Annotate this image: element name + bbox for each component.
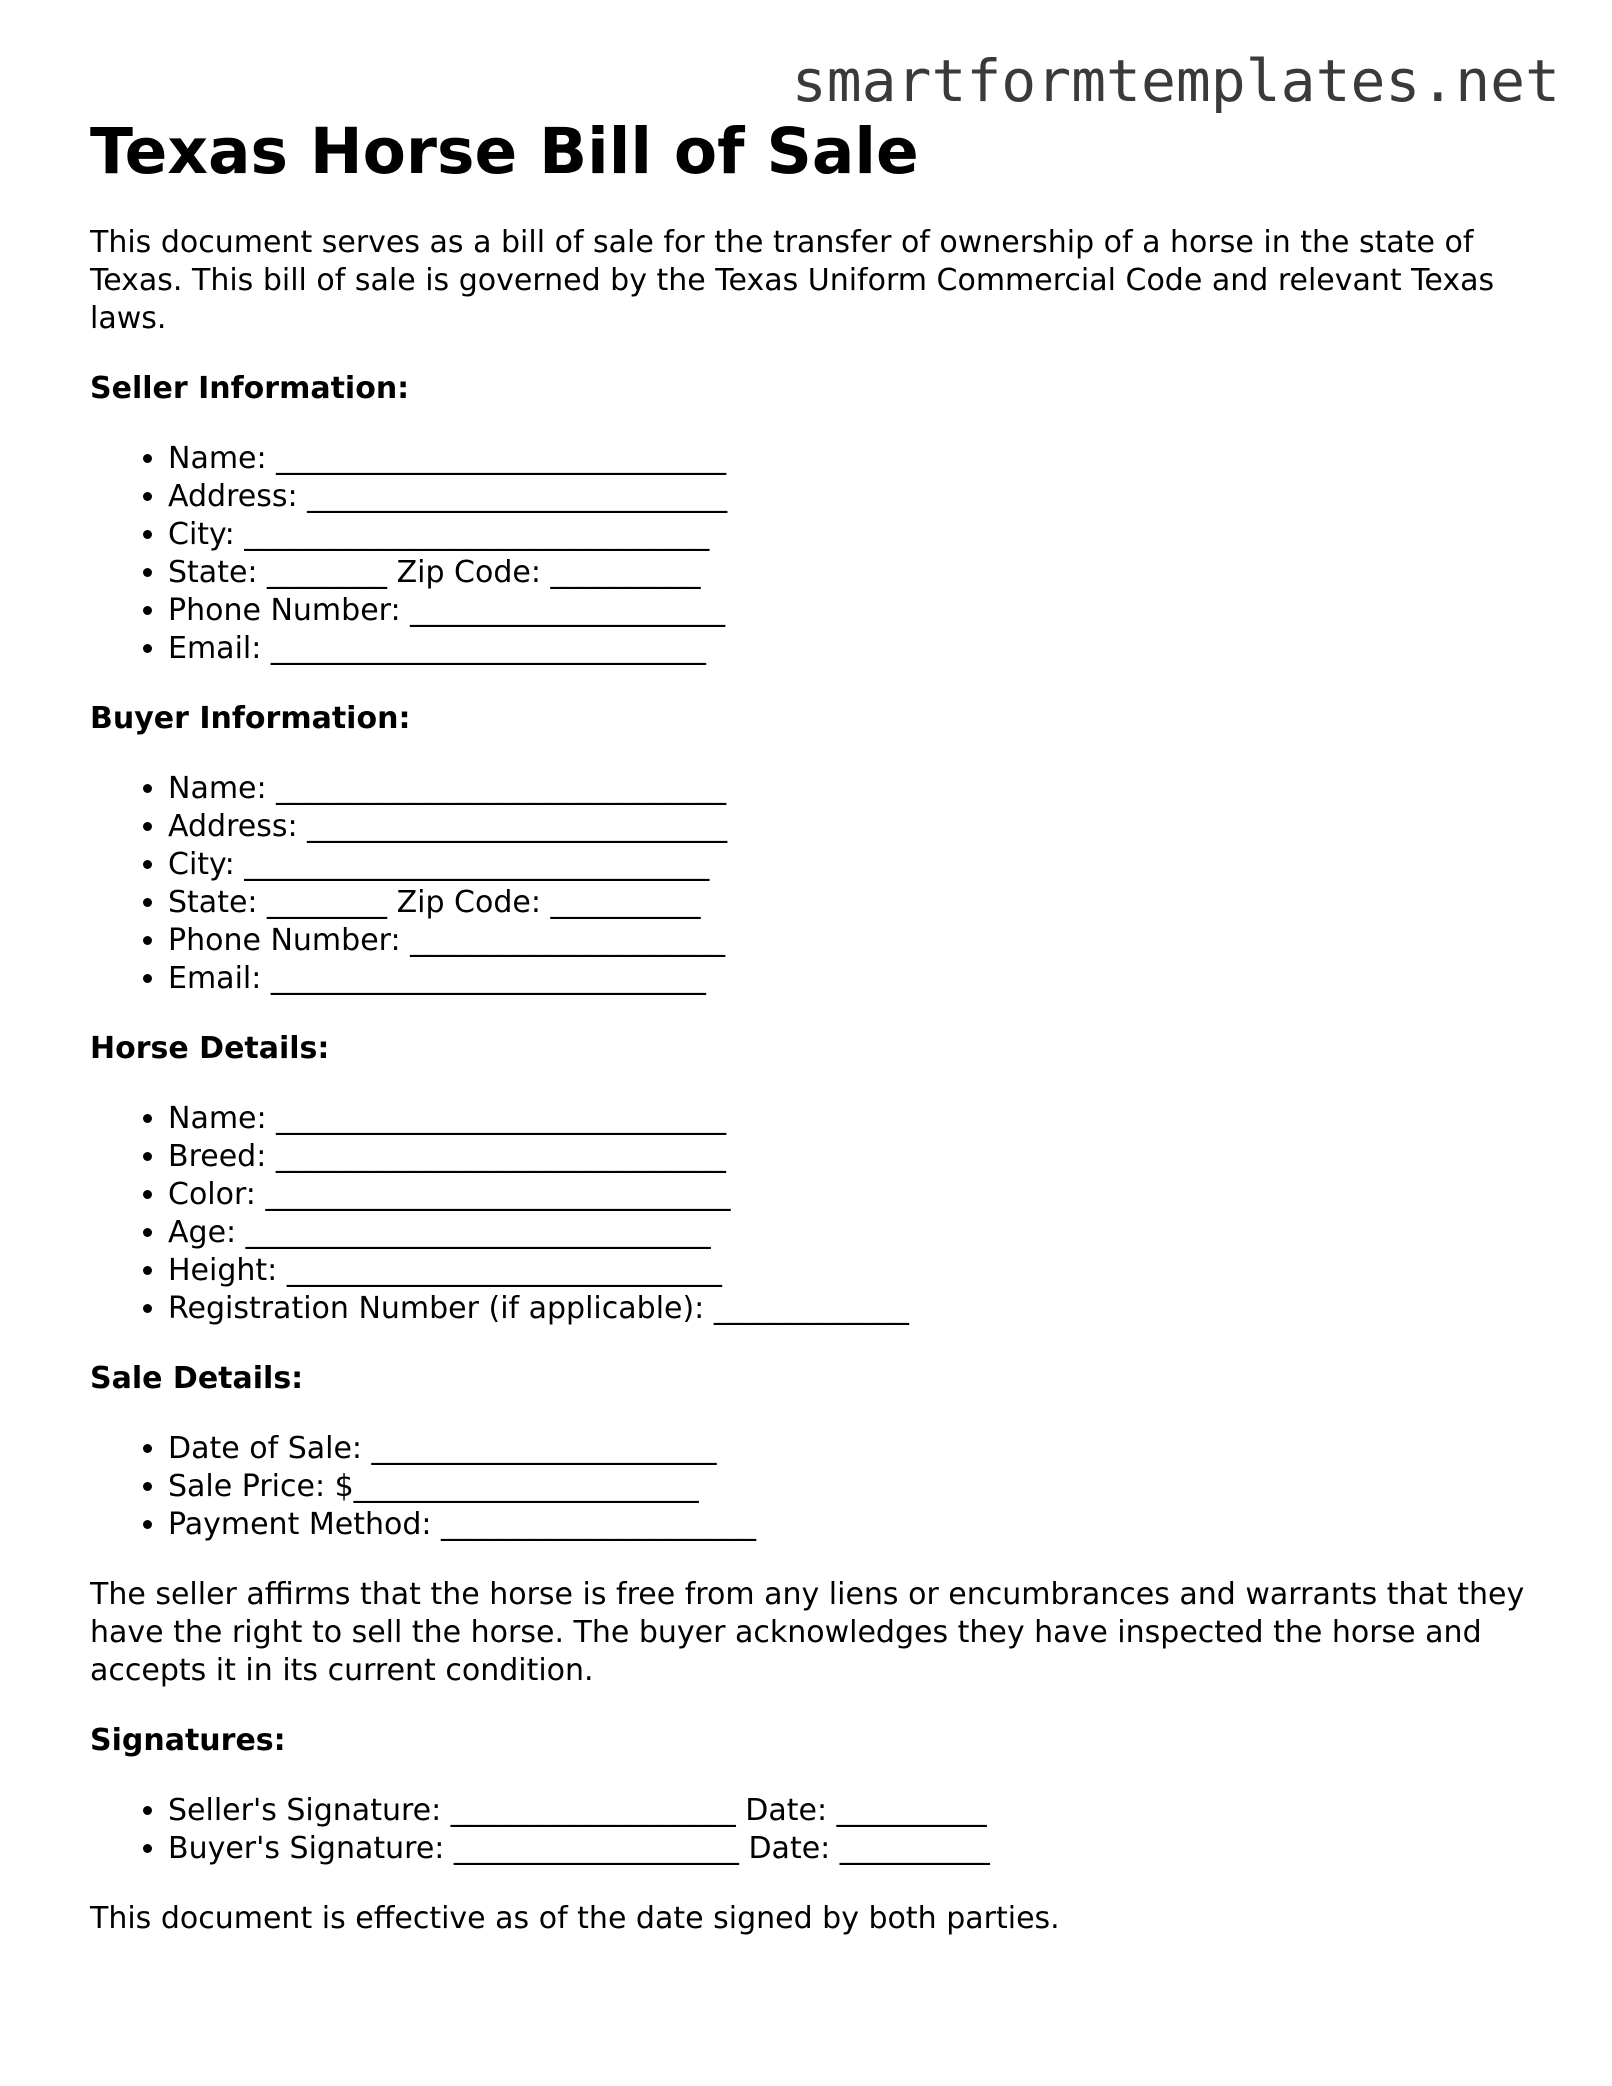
seller-signature-field[interactable]: • Seller's Signature: ___________________ Date: __________: [168, 1792, 1540, 1830]
horse-breed-field[interactable]: • Breed: ______________________________: [168, 1138, 1540, 1176]
buyer-email-field[interactable]: • Email: _____________________________: [168, 960, 1540, 998]
horse-heading: Horse Details:: [90, 1031, 330, 1066]
seller-city-field[interactable]: • City: _______________________________: [168, 516, 1540, 554]
seller-email-field[interactable]: • Email: _____________________________: [168, 630, 1540, 668]
affirmation-paragraph: The seller affirms that the horse is free from any liens or encumbrances and warrants that they have the right to sell the horse. The buyer acknowledges they have inspected the horse and accepts it in its current condition.: [90, 1577, 1525, 1688]
horse-list: [90, 1100, 1540, 1328]
buyer-list: [90, 770, 1540, 998]
signatures-heading: Signatures:: [90, 1723, 286, 1758]
sale-list: [90, 1430, 1540, 1544]
page-title: Texas Horse Bill of Sale: [90, 115, 919, 188]
seller-name-field[interactable]: • Name: ______________________________: [168, 440, 1540, 478]
horse-registration-field[interactable]: • Registration Number (if applicable): _____________: [168, 1290, 1540, 1328]
horse-name-field[interactable]: • Name: ______________________________: [168, 1100, 1540, 1138]
closing-paragraph: This document is effective as of the date signed by both parties.: [90, 1901, 1060, 1936]
seller-list: [90, 440, 1540, 668]
sale-heading: Sale Details:: [90, 1361, 304, 1396]
horse-height-field[interactable]: • Height: _____________________________: [168, 1252, 1540, 1290]
seller-address-field[interactable]: • Address: ____________________________: [168, 478, 1540, 516]
document-body: [90, 112, 1540, 1938]
seller-heading: Seller Information:: [90, 371, 410, 406]
buyer-phone-field[interactable]: • Phone Number: _____________________: [168, 922, 1540, 960]
signatures-list: [90, 1792, 1540, 1868]
sale-price-field[interactable]: • Sale Price: $_______________________: [168, 1468, 1540, 1506]
seller-phone-field[interactable]: • Phone Number: _____________________: [168, 592, 1540, 630]
sale-date-field[interactable]: • Date of Sale: _______________________: [168, 1430, 1540, 1468]
buyer-signature-field[interactable]: • Buyer's Signature: ___________________ Date: __________: [168, 1830, 1540, 1868]
buyer-name-field[interactable]: • Name: ______________________________: [168, 770, 1540, 808]
buyer-state-zip-field[interactable]: • State: ________ Zip Code: __________: [168, 884, 1540, 922]
sale-payment-method-field[interactable]: • Payment Method: _____________________: [168, 1506, 1540, 1544]
buyer-city-field[interactable]: • City: _______________________________: [168, 846, 1540, 884]
horse-color-field[interactable]: • Color: _______________________________: [168, 1176, 1540, 1214]
buyer-heading: Buyer Information:: [90, 701, 411, 736]
horse-age-field[interactable]: • Age: _______________________________: [168, 1214, 1540, 1252]
seller-state-zip-field[interactable]: • State: ________ Zip Code: __________: [168, 554, 1540, 592]
buyer-address-field[interactable]: • Address: ____________________________: [168, 808, 1540, 846]
intro-paragraph: This document serves as a bill of sale for the transfer of ownership of a horse in the state of Texas. This bill of sale is governed by the Texas Uniform Commercial Code and relevant Texas laws.: [90, 225, 1495, 336]
watermark: smartformtemplates.net: [791, 47, 1560, 115]
